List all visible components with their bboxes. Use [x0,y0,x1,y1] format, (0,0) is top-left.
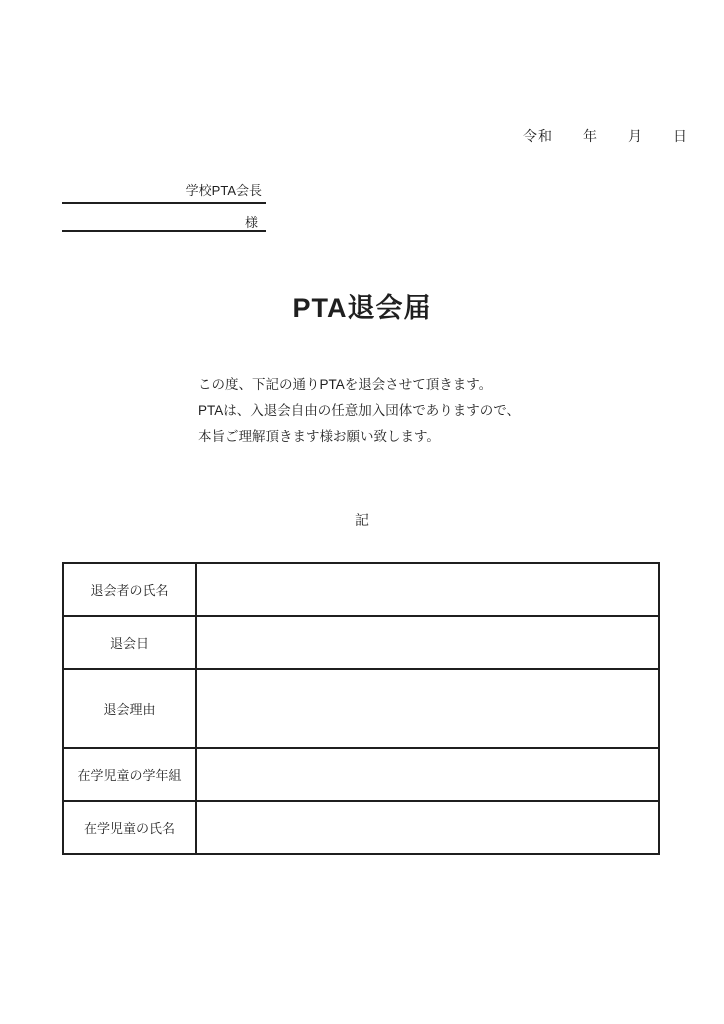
table-row [63,801,659,854]
record-marker: 記 [355,512,369,528]
recipient-title-label: 学校PTA会長 [185,183,262,198]
row-label-withdrawal-reason: 退会理由 [63,669,196,748]
date-line: 令和 年 月 日 [523,128,688,144]
row-label-child-name: 在学児童の氏名 [63,801,196,854]
withdrawal-reason-field[interactable] [196,669,659,748]
recipient-block [62,180,266,232]
child-name-field[interactable] [196,801,659,854]
table-row [63,669,659,748]
body-line-3: 本旨ご理解頂きます様お願い致します。 [198,429,440,444]
recipient-honorific-label: 様 [244,215,258,230]
school-name-field[interactable] [62,180,266,204]
withdrawal-form-table [62,562,660,855]
withdrawal-date-field[interactable] [196,616,659,669]
table-row [63,563,659,616]
document-title: PTA退会届 [292,293,432,323]
body-paragraph [198,372,520,450]
table-row [63,616,659,669]
body-line-1: この度、下記の通りPTAを退会させて頂きます。 [198,377,493,392]
child-grade-class-field[interactable] [196,748,659,801]
table-row [63,748,659,801]
row-label-child-grade-class: 在学児童の学年組 [63,748,196,801]
body-line-2: PTAは、入退会自由の任意加入団体でありますので、 [198,403,520,418]
row-label-member-name: 退会者の氏名 [63,563,196,616]
row-label-withdrawal-date: 退会日 [63,616,196,669]
president-name-field[interactable] [62,204,266,232]
member-name-field[interactable] [196,563,659,616]
